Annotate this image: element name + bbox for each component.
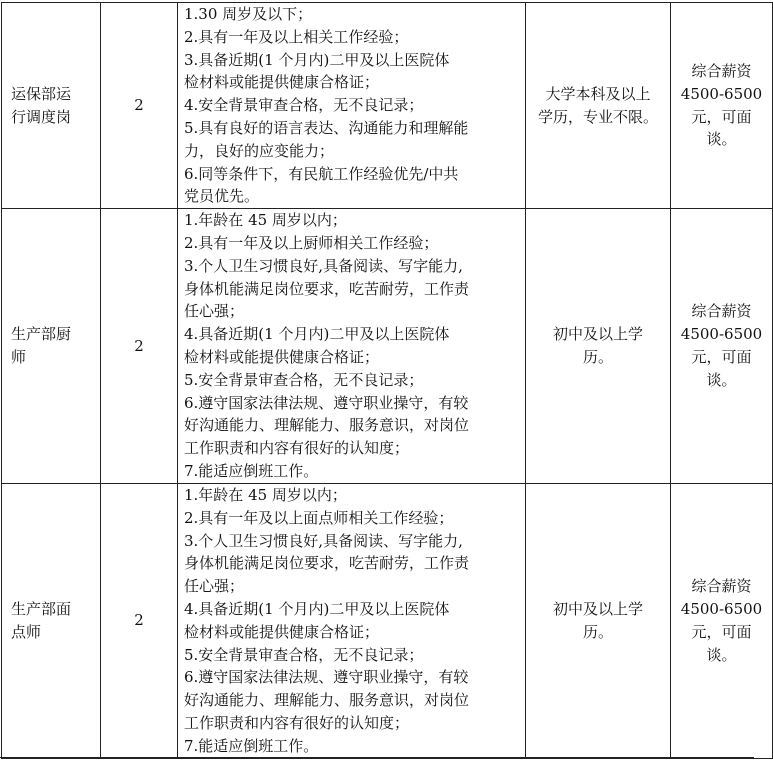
requirements-line: 力，良好的应变能力； (184, 141, 335, 160)
salary-line: 元，可面 (691, 347, 752, 366)
requirements-line: 检材料或能提供健康合格证； (184, 73, 380, 92)
salary-cell (671, 209, 773, 484)
requirements-line: 3.个人卫生习惯良好,具备阅读、写字能力, (184, 531, 463, 550)
requirements-line: 身体机能满足岗位要求，吃苦耐劳，工作责 (184, 279, 470, 298)
requirements-line: 3.个人卫生习惯良好,具备阅读、写字能力, (184, 256, 463, 275)
salary-line: 综合薪资 (691, 302, 752, 321)
salary-line: 综合薪资 (691, 577, 752, 596)
requirements-line: 6.遵守国家法律法规、遵守职业操守，有较 (184, 668, 469, 687)
requirements-cell (178, 209, 526, 484)
next-row-edge (0, 757, 754, 763)
job-title-cell (2, 209, 101, 484)
salary-cell (671, 3, 773, 209)
requirements-line: 工作职责和内容有很好的认知度； (184, 713, 410, 732)
requirements-line: 检材料或能提供健康合格证； (184, 347, 380, 366)
table-row (2, 483, 773, 758)
requirements-line: 5.安全背景审查合格，无不良记录； (184, 370, 424, 389)
headcount-cell: 2 (101, 483, 178, 758)
requirements-line: 好沟通能力、理解能力、服务意识，对岗位 (184, 691, 470, 710)
salary-line: 4500-6500 (680, 325, 763, 344)
requirements-line: 好沟通能力、理解能力、服务意识，对岗位 (184, 416, 470, 435)
requirements-line: 1.年龄在 45 周岁以内； (184, 211, 347, 230)
education-cell (526, 3, 671, 209)
headcount-cell: 2 (101, 209, 178, 484)
requirements-line: 身体机能满足岗位要求，吃苦耐劳，工作责 (184, 554, 470, 573)
job-title-cell (2, 483, 101, 758)
requirements-line: 7.能适应倒班工作。 (184, 736, 319, 755)
requirements-line: 2.具有一年及以上厨师相关工作经验； (184, 233, 439, 252)
job-title-line: 行调度岗 (11, 107, 72, 126)
job-title-line: 师 (11, 347, 27, 366)
job-title-cell (2, 3, 101, 209)
salary-line: 综合薪资 (691, 61, 752, 80)
requirements-line: 检材料或能提供健康合格证； (184, 622, 380, 641)
requirements-line: 4.具备近期(1 个月内)二甲及以上医院体 (184, 599, 450, 618)
requirements-line: 2.具有一年及以上面点师相关工作经验； (184, 508, 454, 527)
education-line: 学历，专业不限。 (537, 107, 658, 126)
requirements-line: 7.能适应倒班工作。 (184, 461, 319, 480)
table-row (2, 3, 773, 209)
job-title-line: 点师 (11, 622, 42, 641)
salary-cell (671, 483, 773, 758)
requirements-line: 任心强； (184, 302, 245, 321)
job-table (1, 2, 773, 759)
requirements-line: 2.具有一年及以上相关工作经验； (184, 27, 409, 46)
education-line: 初中及以上学 (552, 325, 643, 344)
requirements-line: 6.同等条件下，有民航工作经验优先/中共 (184, 164, 459, 183)
requirements-line: 4.具备近期(1 个月内)二甲及以上医院体 (184, 325, 450, 344)
table-row (2, 209, 773, 484)
requirements-cell (178, 3, 526, 209)
salary-line: 谈。 (706, 370, 737, 389)
salary-line: 4500-6500 (680, 84, 763, 103)
education-line: 历。 (582, 347, 613, 366)
requirements-line: 1.30 周岁及以下； (184, 5, 313, 23)
education-line: 历。 (582, 622, 613, 641)
education-line: 初中及以上学 (552, 599, 643, 618)
education-cell (526, 209, 671, 484)
salary-line: 元，可面 (691, 107, 752, 126)
requirements-line: 3.具备近期(1 个月内)二甲及以上医院体 (184, 50, 450, 69)
requirements-line: 工作职责和内容有很好的认知度； (184, 439, 410, 458)
job-title-line: 运保部运 (11, 84, 72, 103)
salary-line: 谈。 (706, 645, 737, 664)
requirements-line: 6.遵守国家法律法规、遵守职业操守，有较 (184, 393, 469, 412)
job-title-line: 生产部厨 (11, 325, 72, 344)
education-line: 大学本科及以上 (545, 84, 651, 103)
headcount-cell: 2 (101, 3, 178, 209)
requirements-line: 5.具有良好的语言表达、沟通能力和理解能 (184, 118, 469, 137)
salary-line: 4500-6500 (680, 599, 763, 618)
requirements-line: 4.安全背景审查合格，无不良记录； (184, 96, 424, 115)
requirements-cell (178, 483, 526, 758)
requirements-line: 任心强； (184, 577, 245, 596)
education-cell (526, 483, 671, 758)
salary-line: 谈。 (706, 130, 737, 149)
job-title-line: 生产部面 (11, 599, 72, 618)
requirements-line: 5.安全背景审查合格，无不良记录； (184, 645, 424, 664)
salary-line: 元，可面 (691, 622, 752, 641)
requirements-line: 1.年龄在 45 周岁以内； (184, 485, 347, 504)
requirements-line: 党员优先。 (184, 187, 260, 206)
